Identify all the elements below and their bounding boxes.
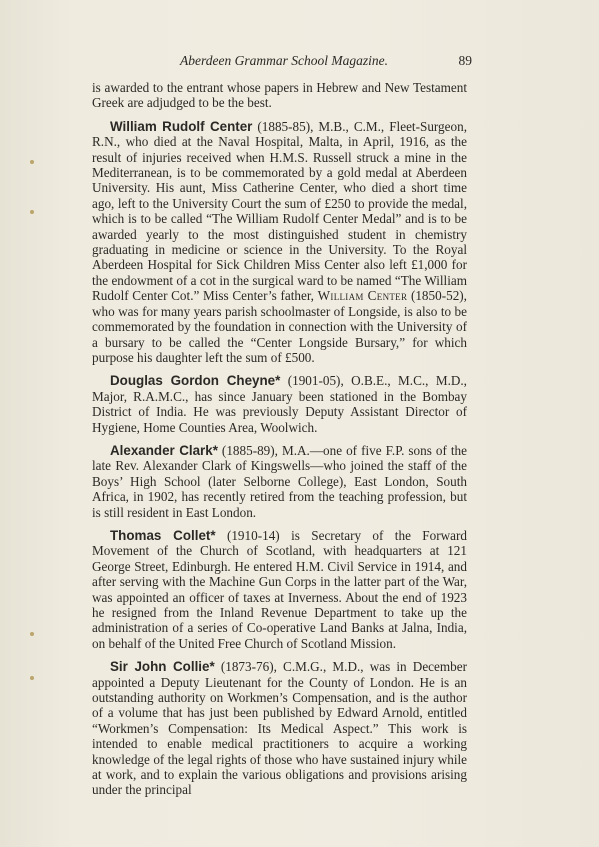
entry-center: [92, 119, 467, 366]
page-number: 89: [458, 53, 472, 68]
entry-clark: [92, 443, 467, 520]
entry-text: (1910-14) is Secretary of the Forward Movement of the Church of Scotland, with headquarters at 121 George Street, Edinburgh. He entered H.M. Civil Service in 1914, and after serving with the Machine Gun Corps in the latter part of the War, was appointed an officer of taxes at Inverness. About the end of 1923 he resigned from the Inland Revenue Department to take up the administration of a series of Co-operative Land Banks at Jalna, India, on behalf of the United Free Church of Scotland Mission.: [92, 527, 467, 651]
paragraph-continuation: [92, 80, 467, 111]
margin-speck: [30, 632, 34, 636]
entry-name: Thomas Collet*: [110, 527, 216, 543]
entry-text: (1901-05), O.B.E., M.C., M.D., Major, R.A.M.C., has since January been stationed in the Bombay District of India. He was previously Deputy Assistant Director of Hygiene, Home Counties Area, Woolwich.: [92, 373, 467, 435]
entry-collie: [92, 659, 467, 798]
margin-speck: [30, 210, 34, 214]
running-header: [92, 53, 472, 71]
entry-name: Sir John Collie*: [110, 659, 215, 675]
entry-cheyne: [92, 373, 467, 435]
entry-name: Alexander Clark*: [110, 442, 218, 458]
margin-speck: [30, 676, 34, 680]
entry-name: Douglas Gordon Cheyne*: [110, 373, 281, 389]
entry-text-continued: (1850-52), who was for many years parish schoolmaster of Longside, is also to be commemorated by the foundation in connection with the University of a bursary to be called the “Center Longside Bursary,” for which purpose his daughter left the sum of £500.: [92, 288, 467, 365]
entry-name: William Rudolf Center: [110, 118, 253, 134]
margin-speck: [30, 160, 34, 164]
entry-small-caps-name: William Center: [317, 288, 408, 304]
entry-collet: [92, 528, 467, 651]
entry-text: (1885-85), M.B., C.M., Fleet-Surgeon, R.N., who died at the Naval Hospital, Malta, in April, 1916, as the result of injuries received when H.M.S. Russell struck a mine in the Mediterranean, is to be commemorated by a gold medal at Aberdeen University. His aunt, Miss Catherine Center, who died a short time ago, left to the University Court the sum of £250 to provide the medal, which is to be called “The William Rudolf Center Medal” and is to be awarded yearly to the most distinguished student in chemistry graduating in medicine or science in the University. To the Royal Aberdeen Hospital for Sick Children Miss Center also left £1,000 for the endowment of a cot in the surgical ward to be named “The William Rudolf Center Cot.” Miss Center’s father,: [92, 118, 467, 304]
article-body: [92, 80, 467, 806]
entry-text: (1873-76), C.M.G., M.D., was in December appointed a Deputy Lieutenant for the County of London. He is an outstanding authority on Workmen’s Compensation, and is the author of a volume that has just been published by Edward Arnold, entitled “Workmen’s Compensation: Its Medical Aspect.” This work is intended to enable medical practitioners to acquire a working knowledge of the legal rights of those who have sustained injury while at work, and to explain the various obligations and provisions arising under the principal: [92, 659, 467, 798]
entry-text: (1885-89), M.A.—one of five F.P. sons of the late Rev. Alexander Clark of Kingswells—who joined the staff of the Boys’ High School (later Selborne College), East London, South Africa, in 1902, has recently retired from the teaching profession, but is still resident in East London.: [92, 442, 467, 520]
paragraph-text: is awarded to the entrant whose papers in Hebrew and New Testament Greek are adjudged to be the best.: [92, 80, 467, 111]
magazine-title: Aberdeen Grammar School Magazine.: [180, 53, 388, 68]
